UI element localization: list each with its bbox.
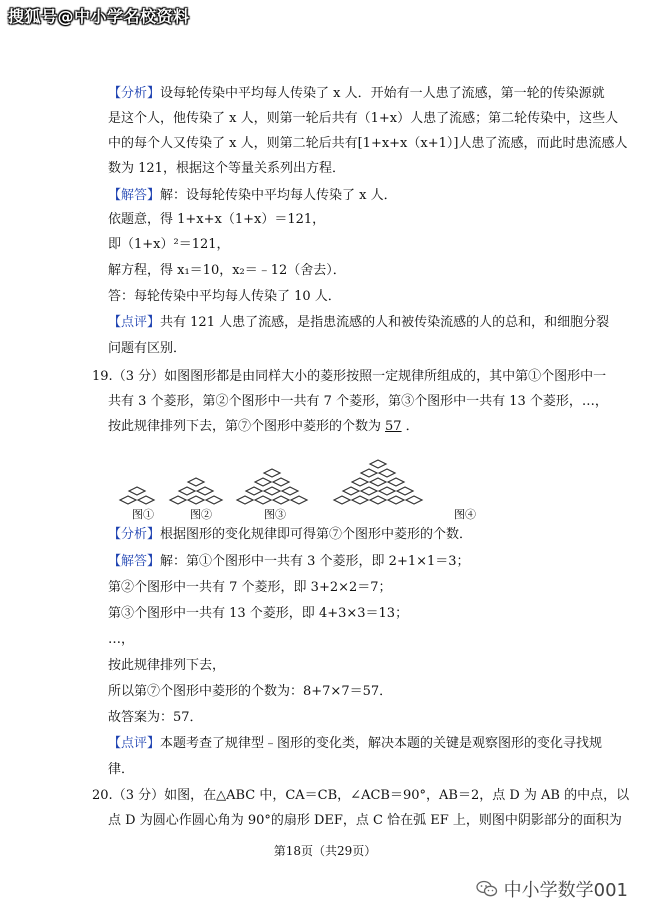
- rhombus-fig-3: [246, 487, 262, 495]
- rhombus-fig-4: [379, 487, 395, 495]
- comment-1-line-2: 问题有区别．: [108, 341, 187, 356]
- rhombus-fig-4: [334, 496, 350, 504]
- comment-tag: 【点评】: [108, 315, 161, 330]
- question-20-line-1: 20.（3 分）如图，在△ABC 中，CA＝CB，∠ACB＝90°，AB＝2，点 D 为 AB 的中点，以: [92, 788, 630, 803]
- analysis-tag: 【分析】: [108, 86, 161, 101]
- solution-2-line-6: 所以第⑦个图形中菱形的个数为：8+7×7＝57．: [108, 684, 393, 699]
- rhombus-fig-3: [255, 478, 271, 486]
- question-20-line-2: 点 D 为圆心作圆心角为 90°的扇形 DEF，点 C 恰在弧 EF 上，则图中阴影部分的面积为: [108, 813, 622, 828]
- rhombus-fig-4: [379, 469, 395, 477]
- rhombus-fig-3: [282, 487, 298, 495]
- solution-2-line-2: 第②个图形中一共有 7 个菱形，即 3+2×2＝7；: [108, 580, 392, 595]
- wechat-icon: [476, 880, 498, 898]
- question-19-line-3: 按此规律排列下去，第⑦个图形中菱形的个数为 57 ．: [108, 419, 419, 434]
- rhombus-fig-3: [264, 469, 280, 477]
- analysis-1-line-4: 数为 121，根据这个等量关系列出方程．: [108, 161, 345, 176]
- rhombus-fig-2: [188, 478, 204, 486]
- analysis-tag: 【分析】: [108, 527, 161, 542]
- rhombus-fig-4: [370, 460, 386, 468]
- rhombus-fig-3: [291, 496, 307, 504]
- comment-2-line-1: 【点评】本题考查了规律型﹣图形的变化类，解决本题的关键是观察图形的变化寻找规: [108, 736, 603, 751]
- solution-2-line-1: 【解答】解：第①个图形中一共有 3 个菱形，即 2+1×1＝3；: [108, 554, 470, 569]
- rhombus-fig-4: [388, 478, 404, 486]
- rhombus-fig-2: [179, 487, 195, 495]
- rhombus-fig-4: [370, 496, 386, 504]
- figure-label-4: 图④: [454, 508, 476, 520]
- watermark-top: 搜狐号@中小学名校资料: [8, 7, 190, 26]
- solution-tag: 【解答】: [108, 188, 161, 203]
- rhombus-fig-4: [406, 496, 422, 504]
- rhombus-fig-2: [170, 496, 186, 504]
- solution-2-line-7: 故答案为：57．: [108, 710, 203, 725]
- rhombus-fig-2: [197, 487, 213, 495]
- rhombus-fig-4: [397, 487, 413, 495]
- rhombus-fig-2: [206, 496, 222, 504]
- answer-blank: 57: [385, 419, 402, 434]
- figure-label-1: 图①: [132, 508, 154, 520]
- comment-tag: 【点评】: [108, 736, 161, 751]
- solution-2-line-3: 第③个图形中一共有 13 个菱形，即 4+3×3＝13；: [108, 606, 409, 621]
- rhombus-fig-4: [352, 478, 368, 486]
- rhombus-fig-4: [352, 496, 368, 504]
- rhombus-fig-1: [120, 496, 136, 504]
- rhombus-fig-1: [129, 487, 145, 495]
- analysis-1-line-2: 是这个人，他传染了 x 人，则第一轮后共有（1+x）人患了流感；第二轮传染中，这些人: [108, 111, 619, 126]
- rhombus-fig-3: [264, 487, 280, 495]
- watermark-bottom-text: 中小学数学001: [503, 880, 628, 901]
- comment-2-line-2: 律．: [108, 762, 135, 777]
- figure-label-2: 图②: [190, 508, 212, 520]
- rhombus-figures-svg: [112, 458, 492, 520]
- solution-1-line-5: 答：每轮传染中平均每人传染了 10 人．: [108, 289, 341, 304]
- rhombus-fig-4: [370, 478, 386, 486]
- rhombus-fig-4: [343, 487, 359, 495]
- analysis-2-line-1: 【分析】根据图形的变化规律即可得第⑦个图形中菱形的个数．: [108, 527, 473, 542]
- solution-1-line-1: 【解答】解：设每轮传染中平均每人传染了 x 人．: [108, 188, 397, 203]
- solution-1-line-4: 解方程，得 x₁＝10，x₂＝﹣12（舍去）．: [108, 263, 346, 278]
- analysis-1-line-3: 中的每个人又传染了 x 人，则第二轮后共有[1+x+x（x+1）]人患了流感，而此时患流感人: [108, 136, 628, 151]
- solution-1-line-2: 依题意，得 1+x+x（1+x）＝121，: [108, 212, 326, 227]
- rhombus-fig-1: [138, 496, 154, 504]
- comment-1-line-1: 【点评】共有 121 人患了流感，是指患流感的人和被传染流感的人的总和，和细胞分裂: [108, 315, 610, 330]
- solution-tag: 【解答】: [108, 554, 161, 569]
- rhombus-fig-2: [188, 496, 204, 504]
- question-19-line-1: 19.（3 分）如图图形都是由同样大小的菱形按照一定规律所组成的，其中第①个图形中一: [92, 369, 607, 384]
- rhombus-figures: [112, 458, 492, 520]
- rhombus-fig-3: [255, 496, 271, 504]
- rhombus-fig-4: [361, 469, 377, 477]
- figure-label-3: 图③: [264, 508, 286, 520]
- rhombus-fig-3: [273, 496, 289, 504]
- question-number: 20.: [92, 788, 113, 803]
- question-number: 19.: [92, 369, 113, 384]
- analysis-1-line-1: 【分析】设每轮传染中平均每人传染了 x 人．开始有一人患了流感，第一轮的传染源就: [108, 86, 605, 101]
- solution-2-line-5: 按此规律排列下去，: [108, 658, 226, 673]
- solution-2-line-4: …，: [108, 632, 135, 647]
- question-19-line-2: 共有 3 个菱形，第②个图形中一共有 7 个菱形，第③个图形中一共有 13 个菱形，…，: [108, 394, 608, 409]
- watermark-bottom: [476, 876, 628, 902]
- rhombus-fig-3: [273, 478, 289, 486]
- page-footer: 第18页（共29页）: [273, 844, 377, 858]
- rhombus-fig-3: [237, 496, 253, 504]
- rhombus-fig-4: [388, 496, 404, 504]
- solution-1-line-3: 即（1+x）²＝121，: [108, 237, 230, 252]
- rhombus-fig-4: [361, 487, 377, 495]
